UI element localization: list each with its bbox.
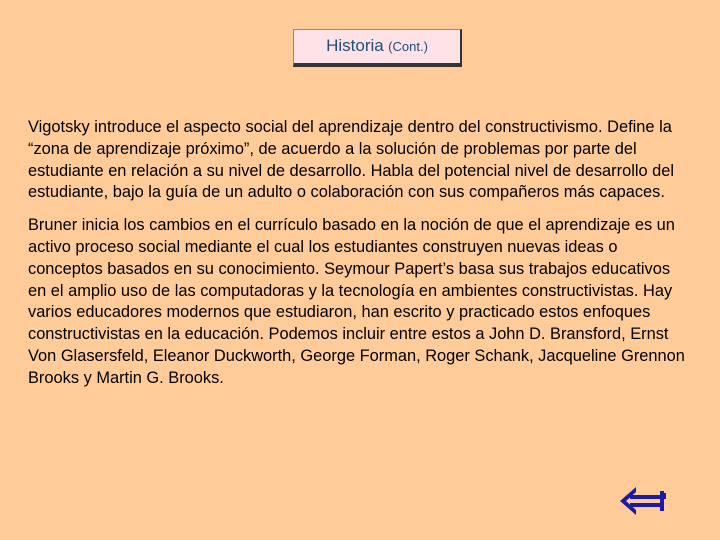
back-arrow-icon [618, 484, 666, 518]
title-box [293, 29, 462, 67]
paragraph-bruner: Bruner inicia los cambios en el currículo basado en la noción de que el aprendizaje es un activo proceso social mediante el cual los estudiantes construyen nuevas ideas o conceptos basados en su conocimiento. Seymour Papert’s basa sus trabajos educativos en el amplio uso de las computadoras y la tecnología en ambientes constructivistas. Hay varios educadores modernos que estudiaron, han escrito y practicado estos enfoques constructivistas en la educación. Podemos incluir entre estos a John D. Bransford, Ernst Von Glasersfeld, Eleanor Duckworth, George Forman, Roger Schank, Jacqueline Grennon Brooks y Martin G. Brooks. [28, 216, 685, 387]
paragraph-vigotsky: Vigotsky introduce el aspecto social del aprendizaje dentro del constructivismo. Define la “zona de aprendizaje próximo”, de acuerdo a la solución de problemas por parte del estudiante en relación a su nivel de desarrollo. Habla del potencial nivel de desarrollo del estudiante, bajo la guía de un adulto o colaboración con sus compañeros más capaces. [28, 118, 675, 202]
slide-body [28, 117, 688, 401]
slide-title: Historia [326, 36, 384, 55]
back-button[interactable] [618, 484, 666, 518]
slide-title-continued: (Cont.) [388, 39, 428, 54]
